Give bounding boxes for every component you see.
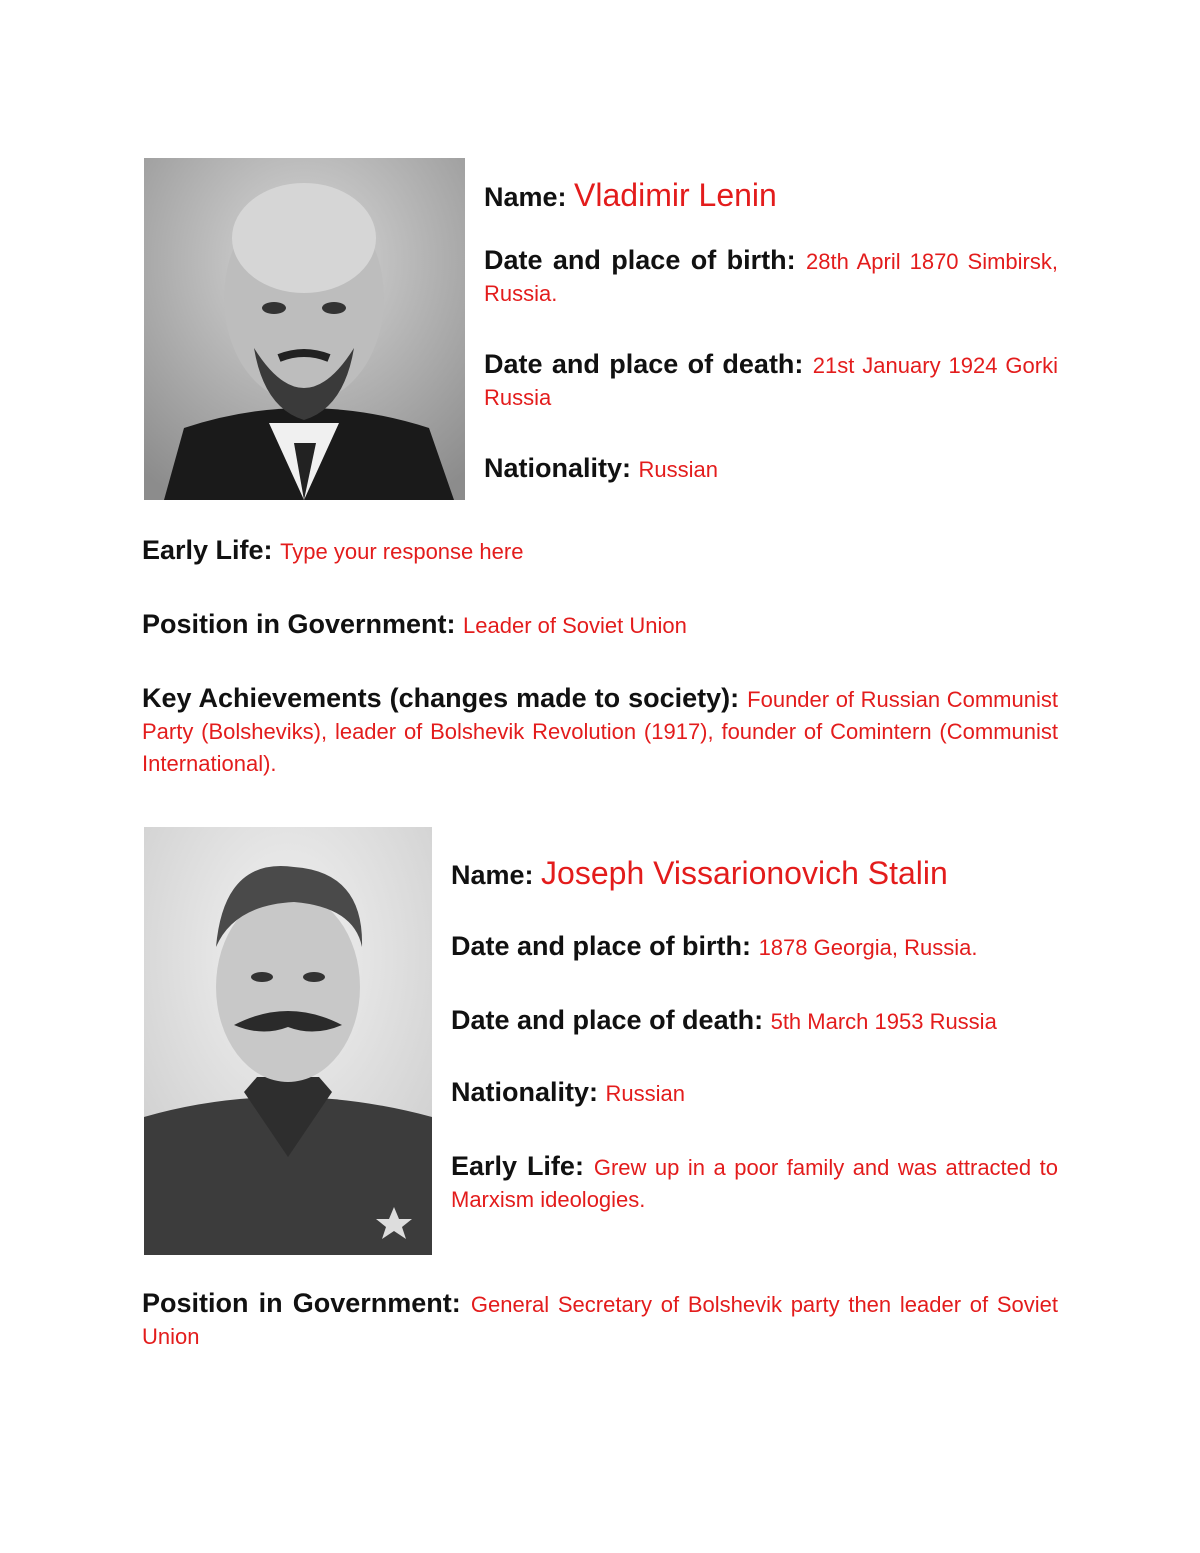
stalin-death-field	[451, 1005, 1058, 1037]
stalin-position-field	[142, 1288, 1058, 1352]
lenin-name: Vladimir Lenin	[574, 177, 777, 213]
birth-label: Date and place of birth:	[451, 931, 752, 961]
early-life-label: Early Life:	[451, 1151, 584, 1181]
stalin-nationality-field	[451, 1077, 1058, 1109]
lenin-nationality: Russian	[638, 457, 719, 482]
lenin-achievements: Founder of Russian Communist Party (Bolsheviks), leader of Bolshevik Revolution (1917), founder of Comintern (Communist International).	[142, 687, 1058, 776]
stalin-early-life: Grew up in a poor family and was attracted to Marxism ideologies.	[451, 1155, 1058, 1212]
stalin-details	[451, 855, 1058, 1215]
lenin-extra	[142, 535, 1058, 779]
lenin-position-field	[142, 609, 1058, 641]
lenin-early-life: Type your response here	[280, 539, 524, 564]
birth-label: Date and place of birth:	[484, 245, 796, 275]
lenin-details	[484, 177, 1058, 485]
lenin-early-life-field	[142, 535, 1058, 567]
death-label: Date and place of death:	[451, 1005, 764, 1035]
stalin-name-field	[451, 855, 1058, 891]
name-label: Name:	[484, 182, 567, 212]
lenin-birth: 28th April 1870 Simbirsk, Russia.	[484, 249, 1058, 306]
lenin-death-field	[484, 349, 1058, 413]
stalin-portrait	[144, 827, 432, 1255]
early-life-label: Early Life:	[142, 535, 273, 565]
position-label: Position in Government:	[142, 1288, 461, 1318]
lenin-position: Leader of Soviet Union	[463, 613, 687, 638]
lenin-birth-field	[484, 245, 1058, 309]
lenin-nationality-field	[484, 453, 1058, 485]
stalin-extra	[142, 1288, 1058, 1352]
name-label: Name:	[451, 860, 534, 890]
stalin-birth: 1878 Georgia, Russia.	[758, 935, 978, 960]
lenin-achievements-field	[142, 683, 1058, 779]
stalin-name: Joseph Vissarionovich Stalin	[541, 855, 948, 891]
lenin-name-field	[484, 177, 1058, 213]
nationality-label: Nationality:	[451, 1077, 599, 1107]
lenin-death: 21st January 1924 Gorki Russia	[484, 353, 1058, 410]
position-label: Position in Government:	[142, 609, 456, 639]
stalin-birth-field	[451, 931, 1058, 963]
stalin-nationality: Russian	[605, 1081, 686, 1106]
stalin-death: 5th March 1953 Russia	[770, 1009, 997, 1034]
lenin-portrait	[144, 158, 465, 500]
death-label: Date and place of death:	[484, 349, 804, 379]
achievements-label: Key Achievements (changes made to society):	[142, 683, 740, 713]
nationality-label: Nationality:	[484, 453, 632, 483]
stalin-early-life-field	[451, 1151, 1058, 1215]
stalin-position: General Secretary of Bolshevik party then leader of Soviet Union	[142, 1292, 1058, 1349]
